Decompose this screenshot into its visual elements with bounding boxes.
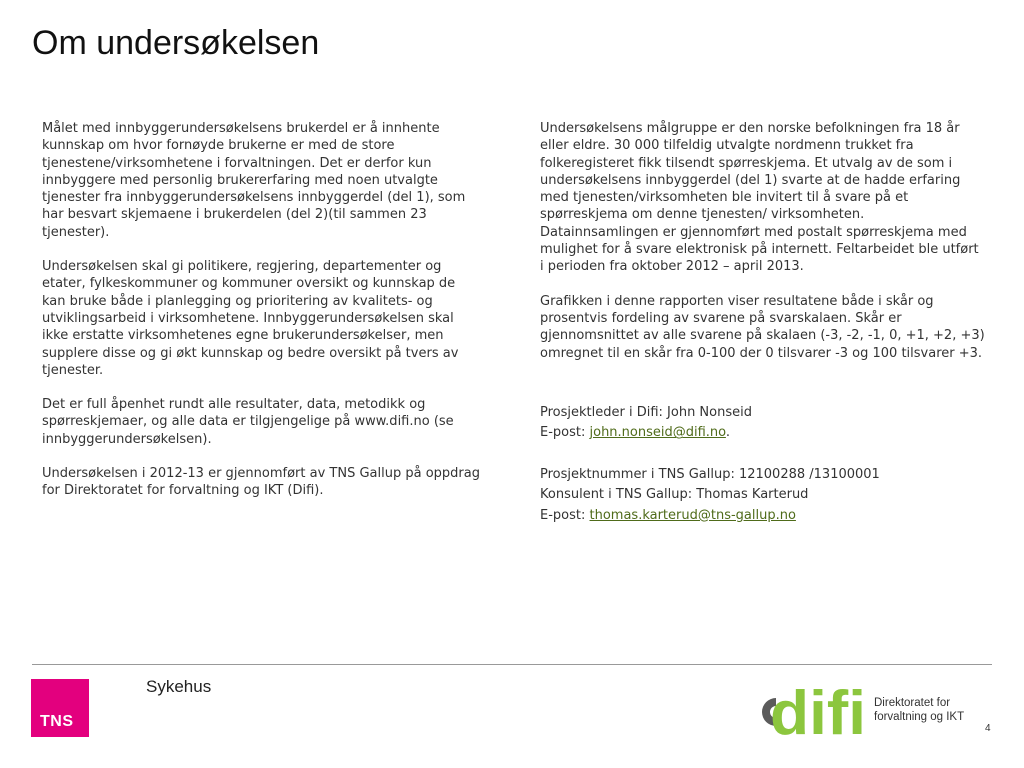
left-paragraph-3: Det er full åpenhet rundt alle resultater, data, metodikk og spørreskjemaer, og alle data er tilgjengelige på www.difi.no (se innbyggerundersøkelsen). [42,397,454,447]
difi-org-name [874,696,964,724]
footer-divider [32,664,992,665]
left-paragraph-1: Målet med innbyggerundersøkelsens brukerdel er å innhente kunnskap om hvor fornøyde brukerne er med de store tjenestene/virksomhetene i forvaltningen. Det er derfor kun innbyggere med personlig brukererfaring med noen utvalgte tjenester fra innbyggerundersøkelsens innbyggerdel (del 1), som har besvart skjemaene i brukerdelen (del 2)(til sammen 23 tjenester). [42,121,466,240]
left-text-column [42,120,482,517]
email-prefix: E-post: [540,425,590,441]
page-title: Om undersøkelsen [32,24,320,62]
email-suffix: . [725,425,731,441]
left-paragraph-2: Undersøkelsen skal gi politikere, regjering, departementer og etater, fylkeskommuner og kommuner oversikt og kunnskap de kan bruke både i planlegging og prioritering av kvalitets- og utviklingsarbeid i virksomhetene. Innbyggerundersøkelsen skal ikke erstatte virksomhetenes egne brukerundersøkelser, men supplere disse og gi økt kunnskap og bedre oversikt på tvers av tjenester. [42,259,459,378]
difi-wordmark: difi [770,680,866,736]
email-prefix: E-post: [540,507,590,523]
right-paragraph-1: Undersøkelsens målgruppe er den norske befolkningen fra 18 år eller eldre. 30 000 tilfeldig utvalgte nordmenn trukket fra folkeregisteret fikk tilsendt spørreskjema. Et utvalg av de som i undersøkelsens innbyggerdel (del 1) svarte at de hadde erfaring med tjenesten/virksomheten ble invitert til å svare på et spørreskjema om denne tjenesten/ virksomheten. Datainnsamlingen er gjennomført med postalt spørreskjema med mulighet for å svare elektronisk på internett. Feltarbeidet ble utført i perioden fra oktober 2012 – april 2013. [540,121,979,275]
tns-logo-text: TNS [40,713,74,730]
tns-email-line [540,506,985,527]
tns-consultant: Konsulent i TNS Gallup: Thomas Karterud [540,487,809,503]
difi-org-line-2: forvaltning og IKT [874,711,965,723]
difi-logo [758,680,868,736]
difi-org-line-1: Direktoratet for [874,697,951,709]
footer-label: Sykehus [146,677,212,696]
right-text-column [540,120,985,526]
difi-email-line [540,423,985,444]
difi-project-leader: Prosjektleder i Difi: John Nonseid [540,404,752,420]
tns-email-link[interactable]: thomas.karterud@tns-gallup.no [589,507,796,523]
left-paragraph-4: Undersøkelsen i 2012-13 er gjennomført av TNS Gallup på oppdrag for Direktoratet for forvaltning og IKT (Difi). [42,466,480,499]
page-number: 4 [985,723,991,734]
tns-project-number: Prosjektnummer i TNS Gallup: 12100288 /13100001 [540,466,880,482]
tns-logo [31,679,89,737]
difi-email-link[interactable]: john.nonseid@difi.no [589,425,726,441]
right-paragraph-2: Grafikken i denne rapporten viser resultatene både i skår og prosentvis fordeling av svarene på svarskalaen. Skår er gjennomsnittet av alle svarene på skalaen (-3, -2, -1, 0, +1, +2, +3) omregnet til en skår fra 0-100 der 0 tilsvarer -3 og 100 tilsvarer +3. [540,293,985,361]
